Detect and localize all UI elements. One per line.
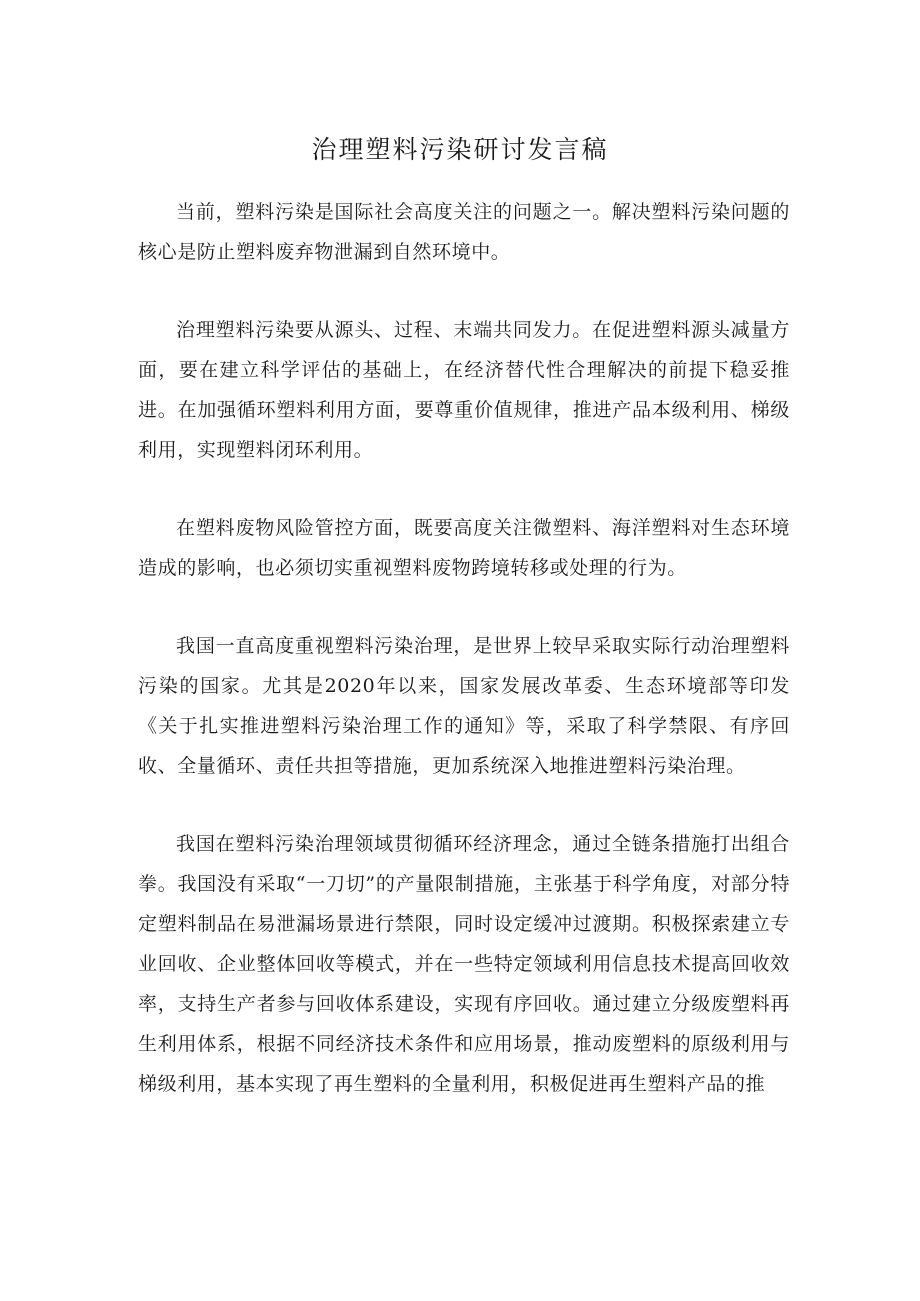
paragraph-3: 在塑料废物风险管控方面，既要高度关注微塑料、海洋塑料对生态环境造成的影响，也必须切实重视塑料废物跨境转移或处理的行为。	[138, 517, 790, 579]
document-title: 治理塑料污染研讨发言稿	[311, 135, 609, 164]
paragraph-1: 当前，塑料污染是国际社会高度关注的问题之一。解决塑料污染问题的核心是防止塑料废弃物泄漏到自然环境中。	[138, 201, 790, 263]
paragraph-4: 我国一直高度重视塑料污染治理，是世界上较早采取实际行动治理塑料污染的国家。尤其是2020年以来，国家发展改革委、生态环境部等印发《关于扎实推进塑料污染治理工作的通知》等，采取了科学禁限、有序回收、全量循环、责任共担等措施，更加系统深入地推进塑料污染治理。	[138, 635, 790, 777]
document-body	[138, 192, 790, 1142]
paragraph-5: 我国在塑料污染治理领域贯彻循环经济理念，通过全链条措施打出组合拳。我国没有采取“一刀切”的产量限制措施，主张基于科学角度，对部分特定塑料制品在易泄漏场景进行禁限，同时设定缓冲过渡期。积极探索建立专业回收、企业整体回收等模式，并在一些特定领域利用信息技术提高回收效率，支持生产者参与回收体系建设，实现有序回收。通过建立分级废塑料再生利用体系，根据不同经济技术条件和应用场景，推动废塑料的原级利用与梯级利用，基本实现了再生塑料的全量利用，积极促进再生塑料产品的推	[138, 833, 790, 1095]
paragraph-2: 治理塑料污染要从源头、过程、末端共同发力。在促进塑料源头减量方面，要在建立科学评估的基础上，在经济替代性合理解决的前提下稳妥推进。在加强循环塑料利用方面，要尊重价值规律，推进产品本级利用、梯级利用，实现塑料闭环利用。	[138, 319, 790, 461]
